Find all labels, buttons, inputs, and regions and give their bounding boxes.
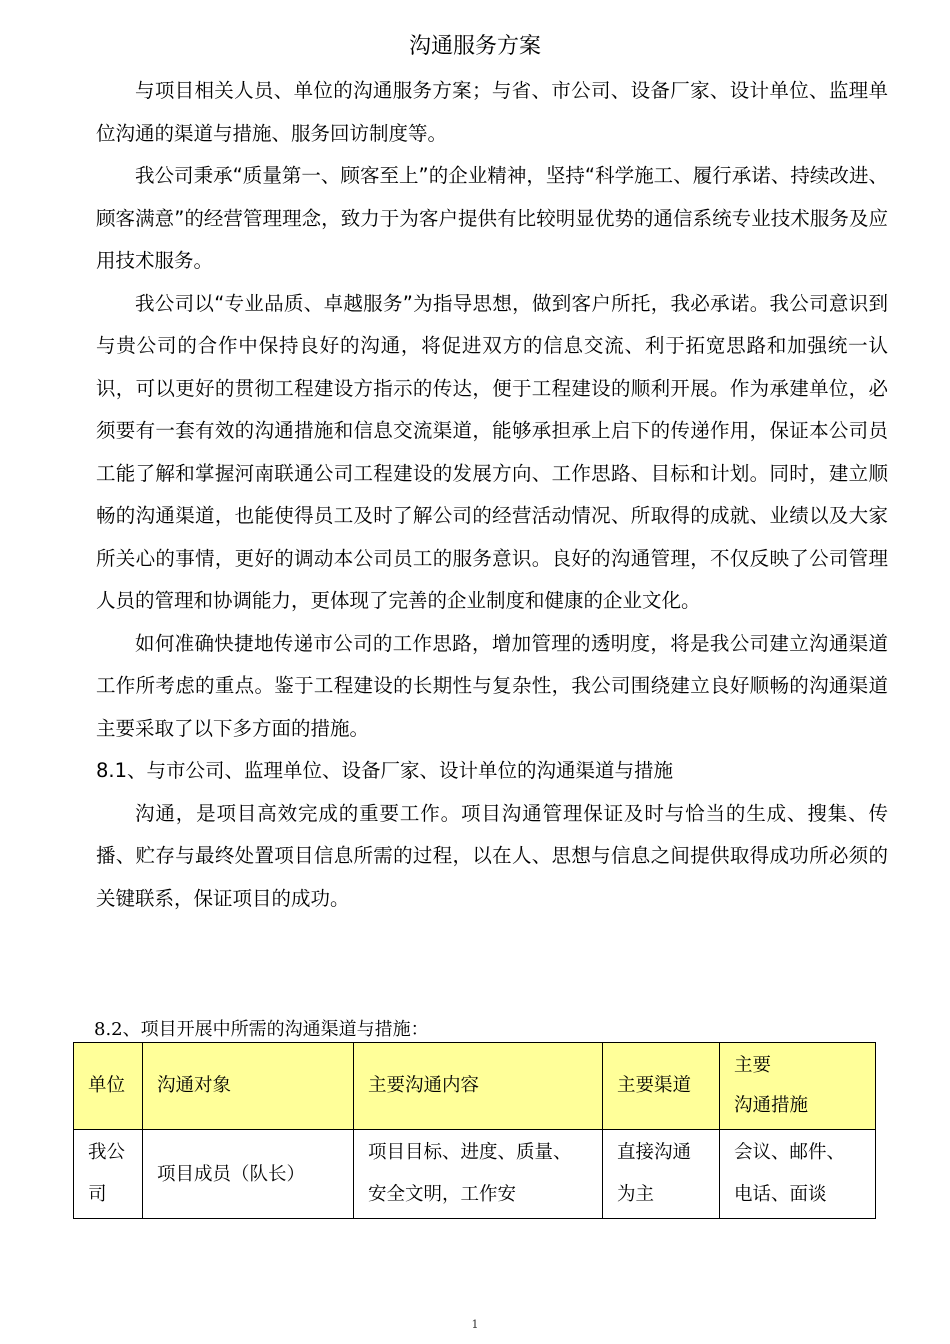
header-measures-line1: 主要 (734, 1055, 772, 1076)
page-number: 1 (471, 1318, 479, 1331)
header-content: 主要沟通内容 (354, 1043, 603, 1130)
section-8-1-heading: 8.1、与市公司、监理单位、设备厂家、设计单位的沟通渠道与措施 (96, 759, 674, 782)
communication-channels-table (73, 1042, 876, 1219)
cell-measures: 会议、邮件、电话、面谈 (720, 1130, 876, 1219)
cell-unit: 我公司 (74, 1130, 143, 1219)
section-8-1-paragraph: 沟通，是项目高效完成的重要工作。项目沟通管理保证及时与恰当的生成、搜集、传播、贮存与最终处置项目信息所需的过程，以在人、思想与信息之间提供取得成功所必须的关键联系，保证项目的成功。 (96, 801, 888, 910)
header-unit: 单位 (74, 1043, 143, 1130)
paragraph-measures: 如何准确快捷地传递市公司的工作思路，增加管理的透明度，将是我公司建立沟通渠道工作所考虑的重点。鉴于工程建设的长期性与复杂性，我公司围绕建立良好顺畅的沟通渠道主要采取了以下多方面的措施。 (96, 631, 888, 740)
paragraph-spirit: 我公司秉承“质量第一、顾客至上”的企业精神，坚持“科学施工、履行承诺、持续改进、顾客满意”的经营管理理念，致力于为客户提供有比较明显优势的通信系统专业技术服务及应用技术服务。 (96, 164, 888, 272)
table-header-row (74, 1043, 876, 1130)
header-target: 沟通对象 (143, 1043, 354, 1130)
header-measures-line2: 沟通措施 (734, 1095, 809, 1116)
paragraph-guidance: 我公司以“专业品质、卓越服务”为指导思想，做到客户所托，我必承诺。我公司意识到与贵公司的合作中保持良好的沟通，将促进双方的信息交流、利于拓宽思路和加强统一认识，可以更好的贯彻工程建设方指示的传达，便于工程建设的顺利开展。作为承建单位，必须要有一套有效的沟通措施和信息交流渠道，能够承担承上启下的传递作用，保证本公司员工能了解和掌握河南联通公司工程建设的发展方向、工作思路、目标和计划。同时，建立顺畅的沟通渠道，也能使得员工及时了解公司的经营活动情况、所取得的成就、业绩以及大家所关心的事情，更好的调动本公司员工的服务意识。良好的沟通管理，不仅反映了公司管理人员的管理和协调能力，更体现了完善的企业制度和健康的企业文化。 (96, 291, 888, 612)
paragraph-intro: 与项目相关人员、单位的沟通服务方案；与省、市公司、设备厂家、设计单位、监理单位沟通的渠道与措施、服务回访制度等。 (96, 79, 888, 145)
section-8-2-heading: 8.2、项目开展中所需的沟通渠道与措施： (94, 1019, 429, 1040)
document-title: 沟通服务方案 (408, 34, 541, 59)
document-body (96, 70, 888, 920)
cell-channel: 直接沟通为主 (603, 1130, 720, 1219)
header-measures (720, 1043, 876, 1130)
cell-target: 项目成员（队长） (143, 1130, 354, 1219)
table-row (74, 1130, 876, 1219)
cell-content: 项目目标、进度、质量、安全文明，工作安 (354, 1130, 603, 1219)
header-channel: 主要渠道 (603, 1043, 720, 1130)
